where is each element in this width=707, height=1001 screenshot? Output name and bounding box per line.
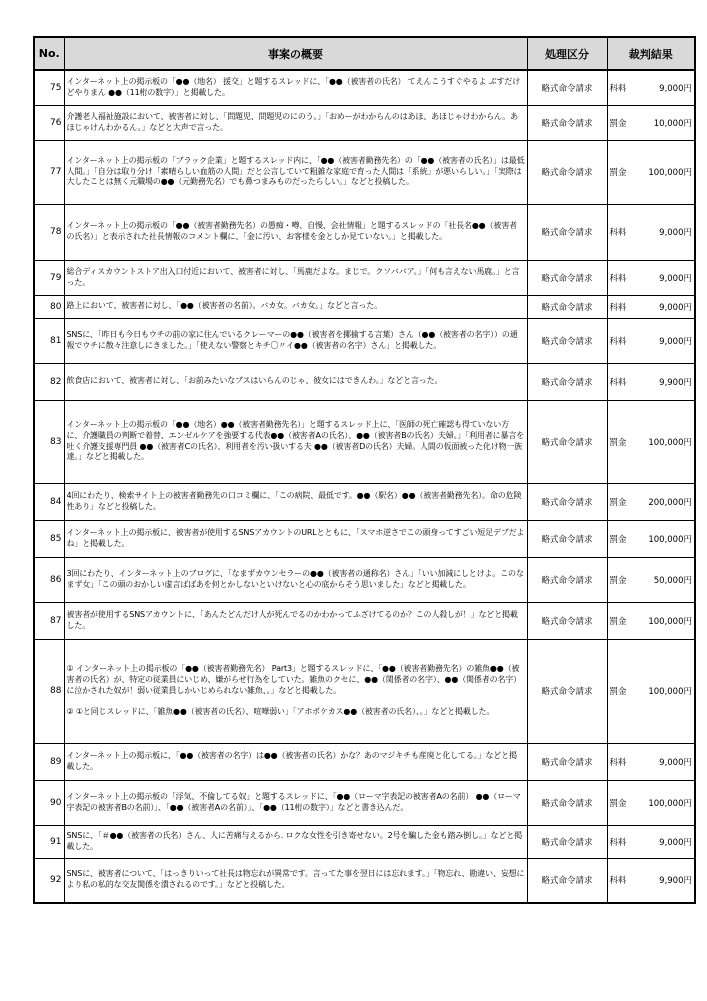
table-row [34,363,695,400]
result-type: 科料 [609,837,627,848]
result-amount: 10,000円 [653,118,692,129]
result-type: 罰金 [609,616,627,627]
case-number: 82 [34,363,64,400]
case-number: 78 [34,204,64,260]
case-result [607,557,695,602]
result-amount: 200,000円 [648,497,692,508]
case-number: 81 [34,318,64,363]
result-type: 科料 [609,83,627,94]
case-number: 87 [34,602,64,639]
case-result [607,260,695,295]
result-amount: 9,000円 [659,336,692,347]
case-result [607,140,695,204]
case-result [607,105,695,140]
case-category: 略式命令請求 [527,483,607,520]
case-result [607,825,695,858]
table-row [34,825,695,858]
result-amount: 9,000円 [659,228,692,238]
table-row [34,858,695,903]
case-summary: 総合ディスカウントストア出入口付近において、被害者に対し、「馬鹿だよな。まじで。クソババア。」「何も言えない馬鹿。」と言った。 [64,260,527,295]
case-summary: 被害者が使用するSNSアカウントに、「あんたどんだけ人が死んでるのかわかってふざけてるのか？この人殺しが！」などと掲載した。 [64,602,527,639]
case-result [607,780,695,825]
result-amount: 9,000円 [659,83,692,94]
result-type: 科料 [609,336,627,347]
table-row [34,780,695,825]
case-category: 略式命令請求 [527,204,607,260]
case-summary: SNSに、被害者について、「はっきりいって社長は物忘れが異常です。言ってた事を翌日には忘れます。」「物忘れ、勘違い、妄想により私の私的な交友関係を潰されるのです。」などと投稿した。 [64,858,527,903]
result-type: 科料 [609,273,627,284]
case-category: 略式命令請求 [527,363,607,400]
table-row [34,105,695,140]
case-category: 略式命令請求 [527,318,607,363]
case-number: 92 [34,858,64,903]
case-number: 84 [34,483,64,520]
case-number: 89 [34,743,64,780]
header-row [34,37,695,70]
case-summary: 路上において、被害者に対し、「●●（被害者の名前）。バカ女。バカ女。」などと言った。 [64,295,527,318]
case-category: 略式命令請求 [527,140,607,204]
case-category: 略式命令請求 [527,260,607,295]
case-summary: インターネット上の掲示板に、「●●（被害者の名字）は●●（被害者の氏名）かな？あのマジキチも産廃と化してる。」などと掲載した。 [64,743,527,780]
result-type: 罰金 [609,118,627,129]
result-amount: 9,000円 [659,273,692,284]
result-type: 罰金 [609,687,627,697]
table-row [34,400,695,483]
case-category: 略式命令請求 [527,70,607,105]
case-number: 91 [34,825,64,858]
table-row [34,557,695,602]
header-no: No. [34,37,64,70]
table-row [34,295,695,318]
case-result [607,743,695,780]
case-number: 83 [34,400,64,483]
case-summary: 3回にわたり、インターネット上のブログに、「なまずカウンセラーの●●（被害者の通称名）さん」「いい加減にしとけよ。このなまず女」「この頭のおかしい虚言ばばあを何とかしないといけないと心の底からそう思いました」などと掲載した。 [64,557,527,602]
result-amount: 100,000円 [648,687,692,697]
result-type: 科料 [609,876,627,887]
table-row [34,70,695,105]
case-summary: SNSに、「昨日も今日もウチの前の家に住んでいるクレーマーの●●（被害者を揶揄する言葉）さん（●●（被害者の名字））の通報でウチに散々注意しにきました。」「使えない警察とキチ〇〃イ●●（被害者の名字）さん」と掲載した。 [64,318,527,363]
header-category: 処理区分 [527,37,607,70]
result-amount: 100,000円 [648,534,692,545]
table-row [34,639,695,743]
result-amount: 9,900円 [659,377,692,388]
result-amount: 100,000円 [648,616,692,627]
case-summary: インターネット上の掲示板に、被害者が使用するSNSアカウントのURLとともに、「スマホ逆さでこの頭身ってすごい短足デブだよね」と掲載した。 [64,520,527,557]
case-rows [34,70,695,903]
case-result [607,318,695,363]
table-row [34,318,695,363]
table-row [34,602,695,639]
result-amount: 9,000円 [659,302,692,313]
table-row [34,260,695,295]
result-type: 科料 [609,302,627,313]
case-result [607,295,695,318]
result-type: 罰金 [609,575,627,586]
case-summary: 介護老人福祉施設において、被害者に対し、「問題児、問題児のにのう。」「おめーがわからんのはあほ、あほじゃけわからん。あほじゃけんわかるん。」などと大声で言った。 [64,105,527,140]
table-row [34,483,695,520]
case-category: 略式命令請求 [527,295,607,318]
result-type: 罰金 [609,497,627,508]
case-category: 略式命令請求 [527,825,607,858]
result-amount: 100,000円 [648,437,692,448]
case-category: 略式命令請求 [527,602,607,639]
case-summary: ① インターネット上の掲示板の「●●（被害者勤務先名） Part3」と題するスレッドに、「●●（被害者勤務先名）の雑魚●●（被害者の氏名）が、特定の従業員にいじめ、嫌がらせ行為をしていた。雑魚のクセに、●●（関係者の名字）、●●（関係者の名字）に泣かされた奴が！弱い従業員しかいじめられない雑魚、。」などと掲載した。 ② ①と同じスレッドに、「雑魚●●（被害者の氏名）、喧嘩弱い」「アホボケカス●●（被害者の氏名）、。」などと掲載した。 [64,639,527,743]
case-summary: 4回にわたり、検索サイト上の被害者勤務先の口コミ欄に、「この病院、最低です。●●（駅名）●●（被害者勤務先名）。命の危険性あり」などと投稿した。 [64,483,527,520]
case-category: 略式命令請求 [527,639,607,743]
table-row [34,520,695,557]
result-type: 科料 [609,377,627,388]
result-amount: 100,000円 [648,168,692,178]
result-type: 罰金 [609,534,627,545]
result-type: 科料 [609,228,627,238]
header-result: 裁判結果 [607,37,695,70]
case-table [33,36,696,904]
case-number: 75 [34,70,64,105]
case-summary: インターネット上の掲示板の「●●（被害者勤務先名）の愚痴・噂、自慢、会社情報」と題するスレッドの「社長名●●（被害者の氏名）」と表示された社長情報のコメント欄に、「金に汚い、お客様を金としか見ていない。」と掲載した。 [64,204,527,260]
case-number: 90 [34,780,64,825]
result-type: 罰金 [609,168,627,178]
case-category: 略式命令請求 [527,780,607,825]
case-number: 76 [34,105,64,140]
case-summary: インターネット上の掲示板の「●●（地名）●●（被害者勤務先名）」と題するスレッド上に、「医師の死亡確認も得ていない方に、介護職員の判断で着替、エンゼルケアを強要する代表●●（被害者Aの氏名）、●●（被害者Bの氏名）夫婦。」「利用者に暴言を吐く介護支援専門員 ●●（被害者Cの氏名）、利用者を汚い扱いする夫 ●●（被害者Dの氏名）夫婦。人間の仮面被った化け物一族達。」などと掲載した。 [64,400,527,483]
case-category: 略式命令請求 [527,105,607,140]
case-category: 略式命令請求 [527,743,607,780]
case-category: 略式命令請求 [527,400,607,483]
case-result [607,520,695,557]
case-summary: インターネット上の掲示板の「●●（地名） 援交」と題するスレッドに、「●●（被害者の氏名） てえんこうすぐやるよ ぶすだけどやりまん ●●（11桁の数字）」と掲載した。 [64,70,527,105]
case-number: 80 [34,295,64,318]
result-amount: 9,000円 [659,837,692,848]
case-result [607,204,695,260]
case-summary: インターネット上の掲示板の「浮気、不倫してる奴」と題するスレッドに、「●●（ローマ字表記の被害者Aの名前） ●●（ローマ字表記の被害者Bの名前）」、「●●（被害者Aの名前）」、「●●（11桁の数字）」などと書き込んだ。 [64,780,527,825]
case-result [607,639,695,743]
case-result [607,602,695,639]
table-row [34,140,695,204]
case-number: 85 [34,520,64,557]
case-result [607,363,695,400]
result-type: 科料 [609,757,627,768]
case-result [607,858,695,903]
case-category: 略式命令請求 [527,520,607,557]
result-amount: 9,900円 [659,876,692,887]
header-summary: 事案の概要 [64,37,527,70]
case-result [607,70,695,105]
case-summary: SNSに、「＃●●（被害者の氏名）さん、人に苦痛与えるから. ロクな女性を引き寄せない。2号を騙した金も踏み倒し。」などと掲載した。 [64,825,527,858]
case-result [607,483,695,520]
result-type: 罰金 [609,437,627,448]
case-number: 86 [34,557,64,602]
case-summary: インターネット上の掲示板の「ブラック企業」と題するスレッド内に、「●●（被害者勤務先名）の「●●（被害者の氏名）」は最低人間。」「自分は取り分け「素晴らしい血筋の人間」だと公言していて粗雑な家庭で育った人間は「系統」が悪いらしい。」「実際は大したことは無く元職場の●●（元勤務先名）でも鼻つまみものだったらしい。」などと投稿した。 [64,140,527,204]
table-row [34,204,695,260]
result-amount: 100,000円 [648,798,692,809]
case-number: 77 [34,140,64,204]
case-number: 88 [34,639,64,743]
case-category: 略式命令請求 [527,858,607,903]
case-result [607,400,695,483]
result-amount: 50,000円 [653,575,692,586]
result-type: 罰金 [609,798,627,809]
case-category: 略式命令請求 [527,557,607,602]
result-amount: 9,000円 [659,757,692,768]
table-row [34,743,695,780]
case-number: 79 [34,260,64,295]
case-summary: 飲食店において、被害者に対し、「お前みたいなブスはいらんのじゃ、彼女にはできんわ。」などと言った。 [64,363,527,400]
